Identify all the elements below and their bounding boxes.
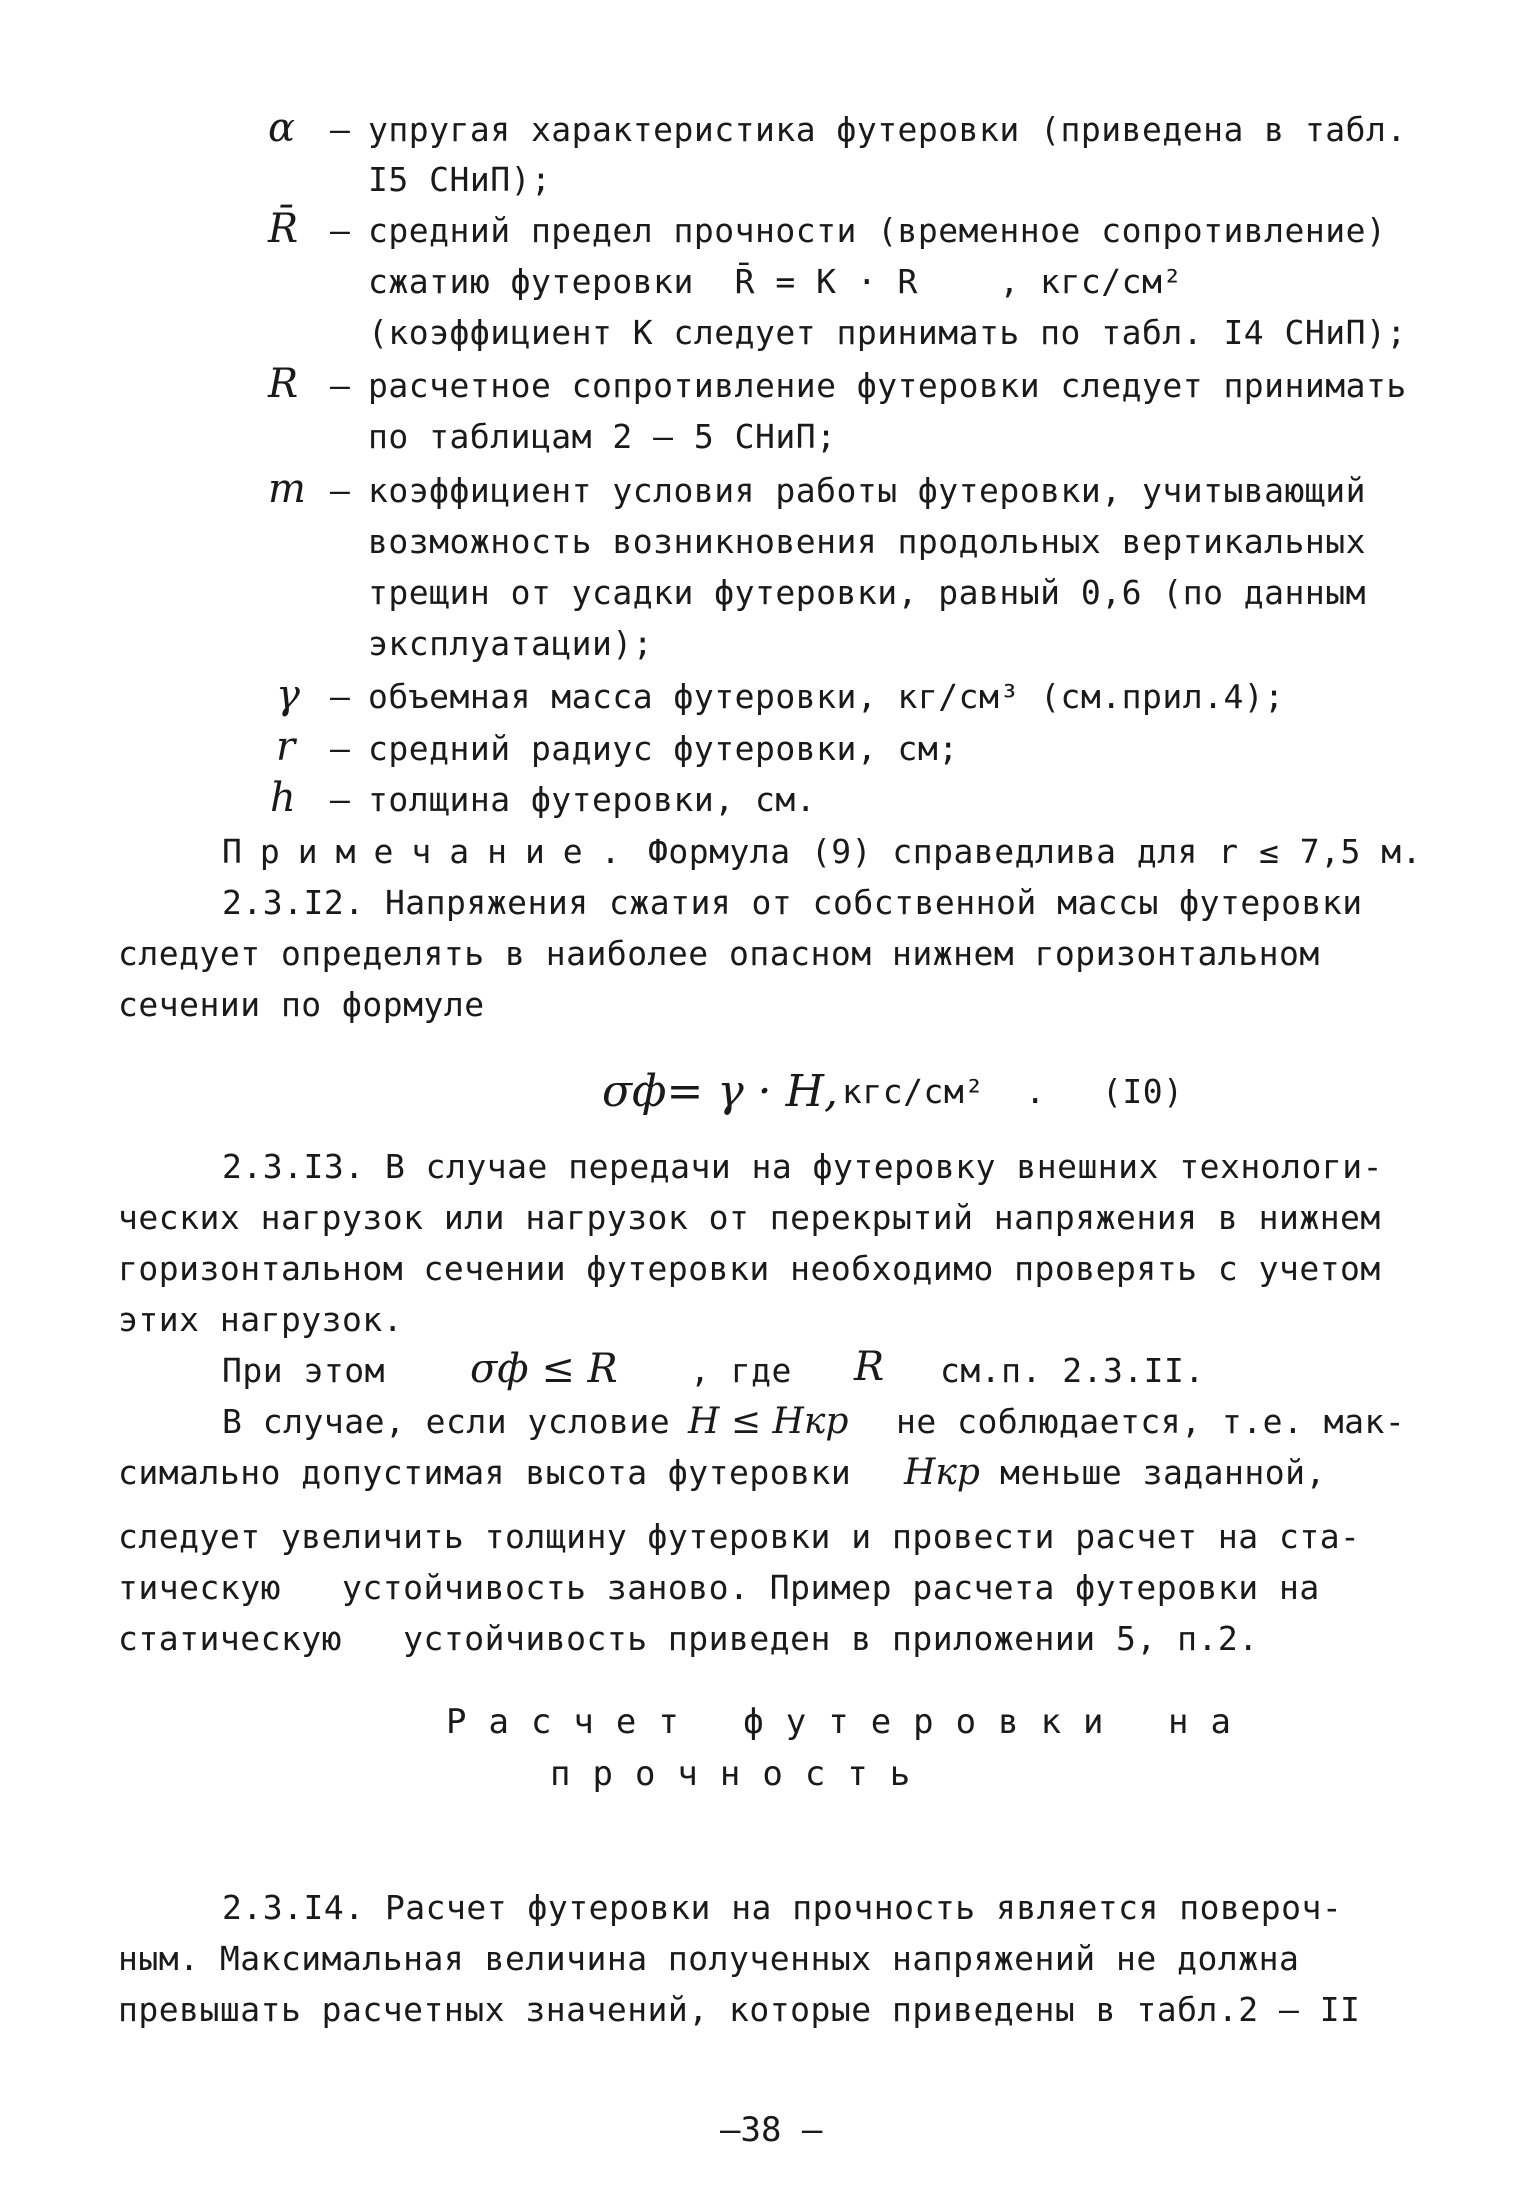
dash: –	[330, 211, 350, 250]
p2313-line1: 2.3.I3. В случае передачи на футеровку внешних технологи-	[222, 1147, 1383, 1186]
case-line4: тическую устойчивость заново. Пример расчета футеровки на	[118, 1568, 1320, 1607]
def-rbar-line3: (коэффициент К следует принимать по табл. I4 СНиП);	[368, 313, 1407, 352]
def-h-line1: толщина футеровки, см.	[368, 780, 817, 819]
def-alpha-line1: упругая характеристика футеровки (приведена в табл.	[368, 110, 1407, 149]
p2312-line3: сечении по формуле	[118, 985, 485, 1024]
symbol-alpha: α	[268, 105, 296, 151]
def-alpha-line2: I5 СНиП);	[368, 160, 552, 199]
p2313-line3: горизонтальном сечении футеровки необходимо проверять с учетом	[118, 1249, 1381, 1288]
check-post: см.п. 2.3.II.	[940, 1351, 1205, 1390]
case-line5: статическую устойчивость приведен в приложении 5, п.2.	[118, 1619, 1259, 1658]
def-r-line2: по таблицам 2 – 5 СНиП;	[368, 417, 837, 456]
symbol-radius: r	[276, 724, 296, 770]
case-line2b: меньше заданной,	[1000, 1453, 1326, 1492]
symbol-r: R	[268, 361, 299, 407]
def-m-line2: возможность возникновения продольных вертикальных	[368, 522, 1367, 561]
check-expression: σф ≤ R	[470, 1346, 618, 1392]
def-radius-line1: средний радиус футеровки, см;	[368, 729, 959, 768]
p2313-line2: ческих нагрузок или нагрузок от перекрытий напряжения в нижнем	[118, 1198, 1381, 1237]
dash: –	[330, 677, 350, 716]
case-line1-formula: H ≤ Hкр	[688, 1401, 849, 1442]
p2312-line2: следует определять в наиболее опасном нижнем горизонтальном	[118, 934, 1320, 973]
symbol-h: h	[270, 775, 296, 821]
formula-10-units: кгс/см² .	[842, 1072, 1046, 1111]
def-r-line1: расчетное сопротивление футеровки следует принимать	[368, 366, 1407, 405]
section-title-line2: прочность	[550, 1754, 933, 1794]
case-line3: следует увеличить толщину футеровки и провести расчет на ста-	[118, 1517, 1361, 1556]
note-text: Формула (9) справедлива для r ≤ 7,5 м.	[648, 832, 1422, 871]
formula-10-number: (I0)	[1102, 1072, 1184, 1111]
case-line2-formula: Hкр	[904, 1452, 980, 1493]
def-m-line1: коэффициент условия работы футеровки, учитывающий	[368, 471, 1367, 510]
dash: –	[330, 780, 350, 819]
p2314-line3: превышать расчетных значений, которые приведены в табл.2 – II	[118, 1990, 1361, 2029]
case-line1a: В случае, если условие	[222, 1402, 671, 1441]
def-rbar-line2: сжатию футеровки R̄ = K · R , кгс/см²	[368, 262, 1183, 301]
def-rbar-line1: средний предел прочности (временное сопротивление)	[368, 211, 1387, 250]
symbol-gamma: γ	[276, 672, 300, 718]
dash: –	[330, 110, 350, 149]
case-line2a: симально допустимая высота футеровки	[118, 1453, 852, 1492]
dash: –	[330, 729, 350, 768]
def-m-line3: трещин от усадки футеровки, равный 0,6 (по данным	[368, 573, 1367, 612]
dash: –	[330, 471, 350, 510]
check-mid: , где	[690, 1351, 792, 1390]
p2314-line2: ным. Максимальная величина полученных напряжений не должна	[118, 1939, 1300, 1978]
p2312-line1: 2.3.I2. Напряжения сжатия от собственной массы футеровки	[222, 883, 1363, 922]
symbol-m: m	[268, 466, 306, 512]
check-symbol-r: R	[854, 1344, 885, 1390]
p2314-line1: 2.3.I4. Расчет футеровки на прочность является повероч-	[222, 1888, 1343, 1927]
formula-10-expression: σф= γ · H,	[602, 1066, 838, 1117]
def-m-line4: эксплуатации);	[368, 624, 654, 663]
case-line1b: не соблюдается, т.е. мак-	[896, 1402, 1406, 1441]
def-gamma-line1: объемная масса футеровки, кг/см³ (см.прил.4);	[368, 677, 1285, 716]
note-label: Примечание.	[222, 832, 639, 871]
page-number: –38 –	[720, 2110, 823, 2150]
dash: –	[330, 366, 350, 405]
symbol-r-bar: R̄	[268, 206, 299, 252]
p2313-line4: этих нагрузок.	[118, 1300, 404, 1339]
section-title-line1: Расчет футеровки на	[446, 1702, 1253, 1742]
check-pre: При этом	[222, 1351, 385, 1390]
